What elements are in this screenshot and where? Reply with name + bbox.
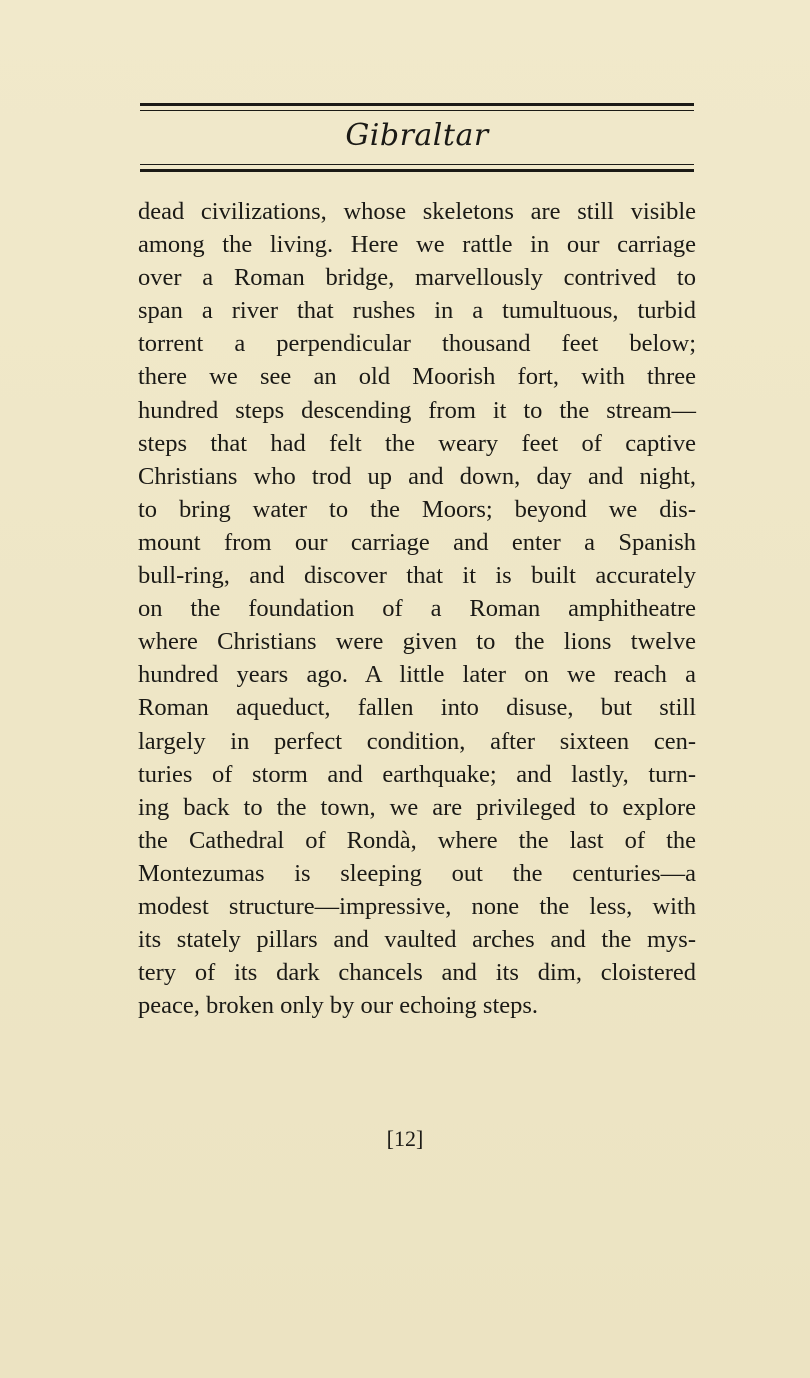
text-line: among the living. Here we rattle in our carriage — [138, 231, 696, 259]
text-line-last: peace, broken only by our echoing steps. — [138, 992, 539, 1020]
text-line: steps that had felt the weary feet of captive — [138, 429, 696, 457]
text-line: over a Roman bridge, marvellously contrived to — [138, 264, 696, 292]
text-line: mount from our carriage and enter a Spanish — [138, 528, 696, 556]
text-line: modest structure—impressive, none the less, with — [138, 892, 696, 920]
text-line: span a river that rushes in a tumultuous, turbid — [138, 297, 696, 325]
text-line: largely in perfect condition, after sixteen cen- — [138, 727, 696, 755]
header-rule-bottom-thin — [140, 164, 694, 165]
header-rule-bottom — [140, 164, 694, 172]
header-rule-top-thick — [140, 103, 694, 106]
text-line: to bring water to the Moors; beyond we dis- — [138, 495, 696, 523]
text-line: its stately pillars and vaulted arches and the mys- — [138, 926, 696, 954]
header-rule-bottom-thick — [140, 169, 694, 172]
page-number: [12] — [386, 1126, 424, 1151]
header-rule-top-thin — [140, 110, 694, 111]
text-line: Christians who trod up and down, day and night, — [138, 462, 696, 490]
running-head: Gibraltar — [345, 118, 489, 153]
text-line: ing back to the town, we are privileged to explore — [138, 793, 696, 821]
text-line: tery of its dark chancels and its dim, cloistered — [138, 959, 696, 987]
text-line: Montezumas is sleeping out the centuries—a — [138, 859, 696, 887]
text-line: hundred years ago. A little later on we reach a — [138, 661, 696, 689]
text-line: on the foundation of a Roman amphitheatre — [138, 595, 696, 623]
text-line: the Cathedral of Rondà, where the last of the — [138, 826, 696, 854]
text-line: bull-ring, and discover that it is built accurately — [138, 562, 696, 590]
text-line: turies of storm and earthquake; and lastly, turn- — [138, 760, 696, 788]
text-line: Roman aqueduct, fallen into disuse, but still — [138, 694, 696, 722]
text-line: where Christians were given to the lions twelve — [138, 628, 696, 656]
body-text — [138, 195, 696, 1022]
text-line: dead civilizations, whose skeletons are still visible — [138, 198, 696, 225]
text-line: hundred steps descending from it to the stream— — [138, 396, 696, 424]
text-line: there we see an old Moorish fort, with three — [138, 363, 696, 391]
text-line: torrent a perpendicular thousand feet below; — [138, 330, 696, 358]
header-rule-top — [140, 103, 694, 111]
